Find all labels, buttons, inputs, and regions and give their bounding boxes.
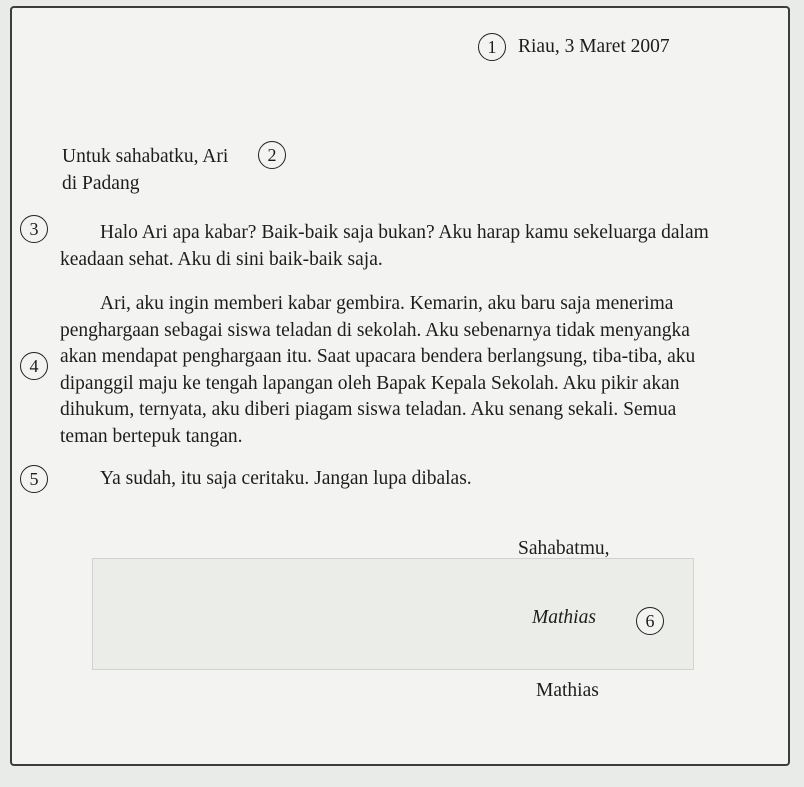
closing-line: Ya sudah, itu saja ceritaku. Jangan lupa dibalas. <box>100 468 472 489</box>
marker-4: 4 <box>20 352 48 380</box>
bleed-through-box <box>92 558 694 670</box>
content-paragraph <box>60 291 780 450</box>
greeting-paragraph <box>60 220 780 273</box>
content-line-4: dipanggil maju ke tengah lapangan oleh Bapak Kepala Sekolah. Aku pikir akan <box>60 372 680 394</box>
marker-6: 6 <box>636 607 664 635</box>
content-line-2: penghargaan sebagai siswa teladan di sekolah. Aku sebenarnya tidak menyangka <box>60 319 690 341</box>
place-date: Riau, 3 Maret 2007 <box>518 36 670 57</box>
greeting-line-1: Halo Ari apa kabar? Baik-baik saja bukan? Aku harap kamu sekeluarga dalam <box>100 222 709 243</box>
recipient-line-1: Untuk sahabatku, Ari <box>62 146 229 167</box>
marker-3: 3 <box>20 215 48 243</box>
content-line-1: Ari, aku ingin memberi kabar gembira. Kemarin, aku baru saja menerima <box>100 293 674 314</box>
content-line-5: dihukum, ternyata, aku diberi piagam siswa teladan. Aku senang sekali. Semua <box>60 399 677 420</box>
signature-handwritten: Mathias <box>532 607 596 628</box>
content-line-6: teman bertepuk tangan. <box>60 425 243 447</box>
recipient-line-2: di Padang <box>62 173 140 194</box>
marker-2: 2 <box>258 141 286 169</box>
printed-name: Mathias <box>536 680 599 701</box>
marker-5: 5 <box>20 465 48 493</box>
letter-frame <box>10 6 790 766</box>
salutation: Sahabatmu, <box>518 538 610 559</box>
content-line-3: akan mendapat penghargaan itu. Saat upacara bendera berlangsung, tiba-tiba, aku <box>60 346 696 367</box>
greeting-line-2: keadaan sehat. Aku di sini baik-baik saja. <box>60 248 383 270</box>
marker-1: 1 <box>478 33 506 61</box>
